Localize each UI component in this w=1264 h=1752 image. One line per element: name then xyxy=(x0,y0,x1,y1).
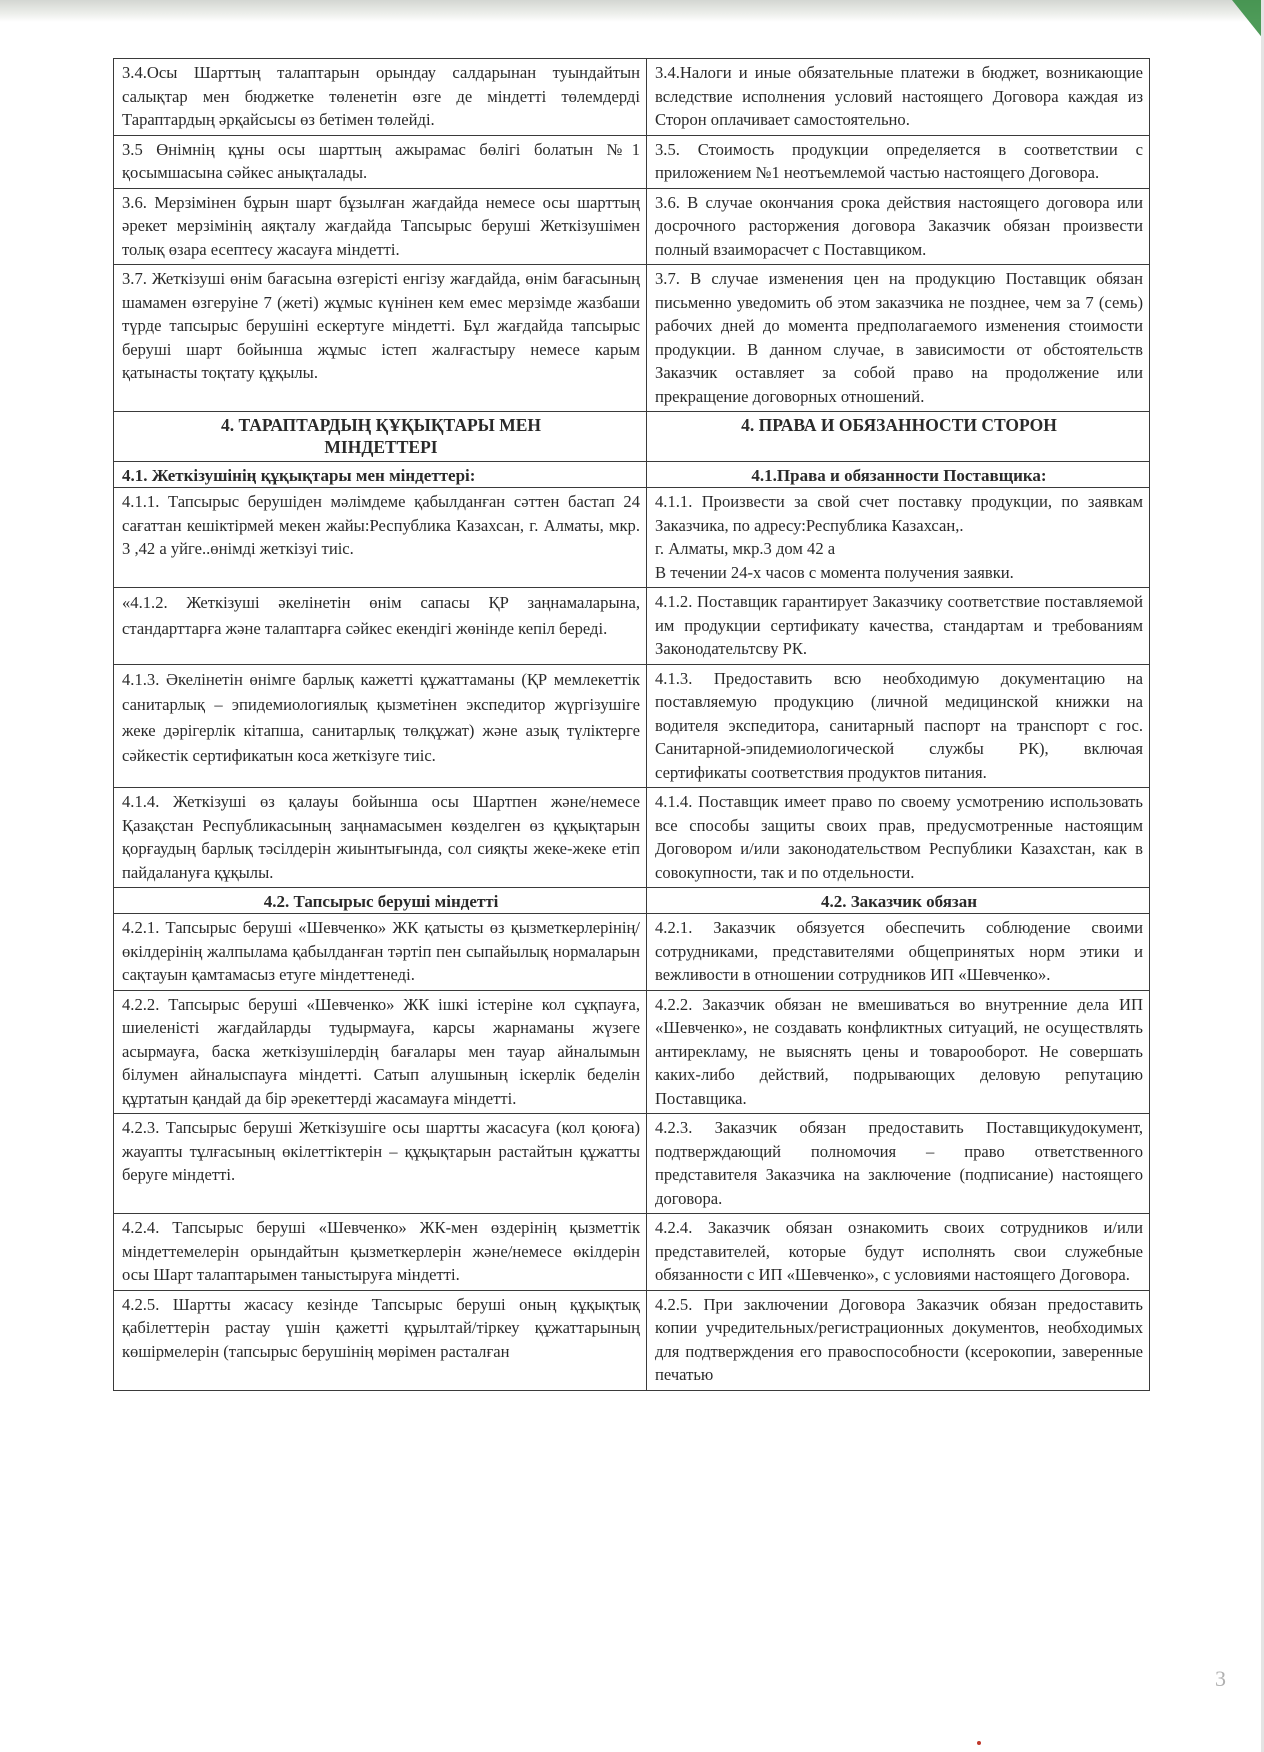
clause-kz: 4.1.3. Әкелінетін өнімге барлық кажетті құжаттаманы (ҚР мемлекеттік санитарлық – эпидемиологиялық қызметінен экспедитор жүргізушіге жеке дәрігерлік кітапша, санитарлық төлқұжат) және азық түліктерге сәйкестік сертификатын коса жеткізуге тиіс. xyxy=(114,664,647,788)
clause-ru: 4.2.2. Заказчик обязан не вмешиваться во внутренние дела ИП «Шевченко», не создавать конфликтных ситуаций, не осуществлять антирекламу, не выяснять цены и товарооборот. Не совершать каких-либо действий, подрывающих деловую репутацию Поставщика. xyxy=(647,990,1150,1114)
ink-dot-mark xyxy=(977,1741,981,1745)
table-row xyxy=(114,664,1150,788)
clause-ru: 4.1.4. Поставщик имеет право по своему усмотрению использовать все способы защиты своих прав, предусмотренные настоящим Договором и/или законодательством Республики Казахстан, как в совокупности, так и по отдельности. xyxy=(647,788,1150,888)
clause-ru: 3.5. Стоимость продукции определяется в соответствии с приложением №1 неотъемлемой частью настоящего Договора. xyxy=(647,135,1150,188)
clause-ru: 3.7. В случае изменения цен на продукцию Поставщик обязан письменно уведомить об этом заказчика не позднее, чем за 7 (семь) рабочих дней до момента предполагаемого изменения стоимости продукции. В данном случае, в зависимости от обстоятельств Заказчик оставляет за собой право на продолжение или прекращение договорных отношений. xyxy=(647,265,1150,412)
clause-ru: 3.4.Налоги и иные обязательные платежи в бюджет, возникающие вследствие исполнения условий настоящего Договора каждая из Сторон оплачивает самостоятельно. xyxy=(647,59,1150,136)
clause-kz: 4.2.3. Тапсырыс беруші Жеткізушіге осы шартты жасасуға (кол қоюға) жауапты тұлғасының өкілеттіктерін – құқықтарын растайтын құжатты беруге міндетті. xyxy=(114,1114,647,1214)
clause-kz: 4.2.1. Тапсырыс беруші «Шевченко» ЖК қатысты өз қызметкерлерінің/өкілдерінің жалпылама қабылданған тәртіп пен сыпайылық нормаларын сақтауын қамтамасыз етуге міндеттенеді. xyxy=(114,914,647,991)
clause-ru: 4.2.5. При заключении Договора Заказчик обязан предоставить копии учредительных/регистрационных документов, необходимых для подтверждения его правоспособности (ксерокопии, заверенные печатью xyxy=(647,1290,1150,1390)
clause-kz: 3.4.Осы Шарттың талаптарын орындау салдарынан туындайтын салықтар мен бюджетке төленетін өзге де міндетті төлемдерді Тараптардың әрқайсысы өз бетімен төлейді. xyxy=(114,59,647,136)
clause-kz: 4.2.5. Шартты жасасу кезінде Тапсырыс беруші оның құқықтық қабілеттерін растау үшін қажетті құрылтай/тіркеу құжаттарының көшірмелерін (тапсырыс берушінің мөрімен расталған xyxy=(114,1290,647,1390)
clause-ru: 4.1.3. Предоставить всю необходимую документацию на поставляемую продукцию (личной медицинской книжки на водителя экспедитора, санитарный паспорт на транспорт с гос. Санитарной-эпидемиологической службы РК), включая сертификаты соответствия продуктов питания. xyxy=(647,664,1150,788)
page-number: 3 xyxy=(1215,1666,1226,1691)
clause-kz: 4.2.4. Тапсырыс беруші «Шевченко» ЖК-мен өздерінің қызметтік міндеттемелерін орындайтын қызметкерлерін және/немесе өкілдерін осы Шарт талаптарымен таныстыруға міндетті. xyxy=(114,1214,647,1291)
section-heading-row xyxy=(114,412,1150,462)
table-row xyxy=(114,135,1150,188)
table-row xyxy=(114,188,1150,265)
clause-ru xyxy=(647,488,1150,588)
section-heading-kz-line2: МІНДЕТТЕРІ xyxy=(324,437,438,457)
section-heading-kz xyxy=(114,412,647,462)
clause-kz: 3.6. Мерзімінен бұрын шарт бұзылған жағдайда немесе осы шарттың әрекет мерзімінің аяқталу жағдайда Тапсырыс беруші Жеткізушімен толық өзара есептесу жасауға міндетті. xyxy=(114,188,647,265)
table-row xyxy=(114,1214,1150,1291)
table-row xyxy=(114,788,1150,888)
contract-table xyxy=(113,58,1150,1391)
clause-kz: 3.7. Жеткізуші өнім бағасына өзгерісті енгізу жағдайда, өнім бағасының шамамен өзгеруіне 7 (жеті) жұмыс күнінен кем емес мерзімде жазбаши түрде тапсырыс берушіні ескертуге міндетті. Бұл жағдайда тапсырыс беруші шарт бойынша жұмыс істеп жалғастыру немесе карым қатынасты тоқтату құқылы. xyxy=(114,265,647,412)
clause-ru-line: 4.1.1. Произвести за свой счет поставку продукции, по заявкам Заказчика, по адресу:Республика Казахсан,. xyxy=(655,492,1143,535)
subsection-heading-kz: 4.1. Жеткізушінің құқықтары мен міндеттері: xyxy=(114,462,647,488)
clause-ru: 3.6. В случае окончания срока действия настоящего договора или досрочного расторжения договора Заказчик обязан произвести полный взаиморасчет с Поставщиком. xyxy=(647,188,1150,265)
clause-ru-line: В течении 24-х часов с момента получения заявки. xyxy=(655,562,1014,582)
subsection-heading-kz: 4.2. Тапсырыс беруші міндетті xyxy=(114,888,647,914)
clause-ru: 4.2.3. Заказчик обязан предоставить Поставщикудокумент, подтверждающий полномочия – право ответственного представителя Заказчика на заключение (подписание) настоящего договора. xyxy=(647,1114,1150,1214)
clause-kz: 4.2.2. Тапсырыс беруші «Шевченко» ЖК ішкі істеріне кол сұқпауға, шиеленісті жағдайларды тудырмауға, карсы жарнаманы жүзеге асырмауға, баска жеткізушілердің бағалары мен тауар айналымын білумен айналыспауға міндетті. Сатып алушының іскерлік беделін құртатын қандай да бір әрекеттерді жасамауға міндетті. xyxy=(114,990,647,1114)
table-row xyxy=(114,488,1150,588)
table-row xyxy=(114,990,1150,1114)
clause-kz: 4.1.1. Тапсырыс берушіден мәлімдеме қабылданған сәттен бастап 24 сағаттан кешіктірмей мекен жайы:Республика Казахсан, г. Алматы, мкр. 3 ,42 а уйге..өнімді жеткізуі тиіс. xyxy=(114,488,647,588)
clause-kz: «4.1.2. Жеткізуші әкелінетін өнім сапасы ҚР заңнамаларына, стандарттарға және талаптарға сәйкес екендігі жөнінде кепіл береді. xyxy=(114,588,647,665)
scan-top-edge xyxy=(0,0,1264,22)
table-row xyxy=(114,265,1150,412)
table-row xyxy=(114,1114,1150,1214)
subsection-heading-row xyxy=(114,888,1150,914)
clause-ru-line: г. Алматы, мкр.3 дом 42 а xyxy=(655,539,836,558)
subsection-heading-row xyxy=(114,462,1150,488)
table-row xyxy=(114,59,1150,136)
table-row xyxy=(114,588,1150,665)
clause-ru: 4.2.1. Заказчик обязуется обеспечить соблюдение своими сотрудниками, представителями общепринятых норм этики и вежливости в отношении сотрудников ИП «Шевченко». xyxy=(647,914,1150,991)
clause-kz: 3.5 Өнімнің құны осы шарттың ажырамас бөлігі болатын №1 қосымшасына сәйкес анықталады. xyxy=(114,135,647,188)
clause-kz: 4.1.4. Жеткізуші өз қалауы бойынша осы Шартпен және/немесе Қазақстан Республикасының заңнамасымен көзделген өз құқықтарын қорғаудың барлық тәсілдерін жиынтығында, сол сияқты жеке-жеке етіп пайдалануға құқылы. xyxy=(114,788,647,888)
section-heading-ru: 4. ПРАВА И ОБЯЗАННОСТИ СТОРОН xyxy=(647,412,1150,462)
subsection-heading-ru: 4.1.Права и обязанности Поставщика: xyxy=(647,462,1150,488)
section-heading-kz-line1: 4. ТАРАПТАРДЫҢ ҚҰҚЫҚТАРЫ МЕН xyxy=(220,415,542,435)
subsection-heading-ru: 4.2. Заказчик обязан xyxy=(647,888,1150,914)
table-row xyxy=(114,1290,1150,1390)
table-row xyxy=(114,914,1150,991)
clause-ru: 4.2.4. Заказчик обязан ознакомить своих сотрудников и/или представителей, которые будут исполнять свои служебные обязанности с ИП «Шевченко», с условиями настоящего Договора. xyxy=(647,1214,1150,1291)
clause-ru: 4.1.2. Поставщик гарантирует Заказчику соответствие поставляемой им продукции сертификату качества, стандартам и требованиям Законодательтсву РК. xyxy=(647,588,1150,665)
